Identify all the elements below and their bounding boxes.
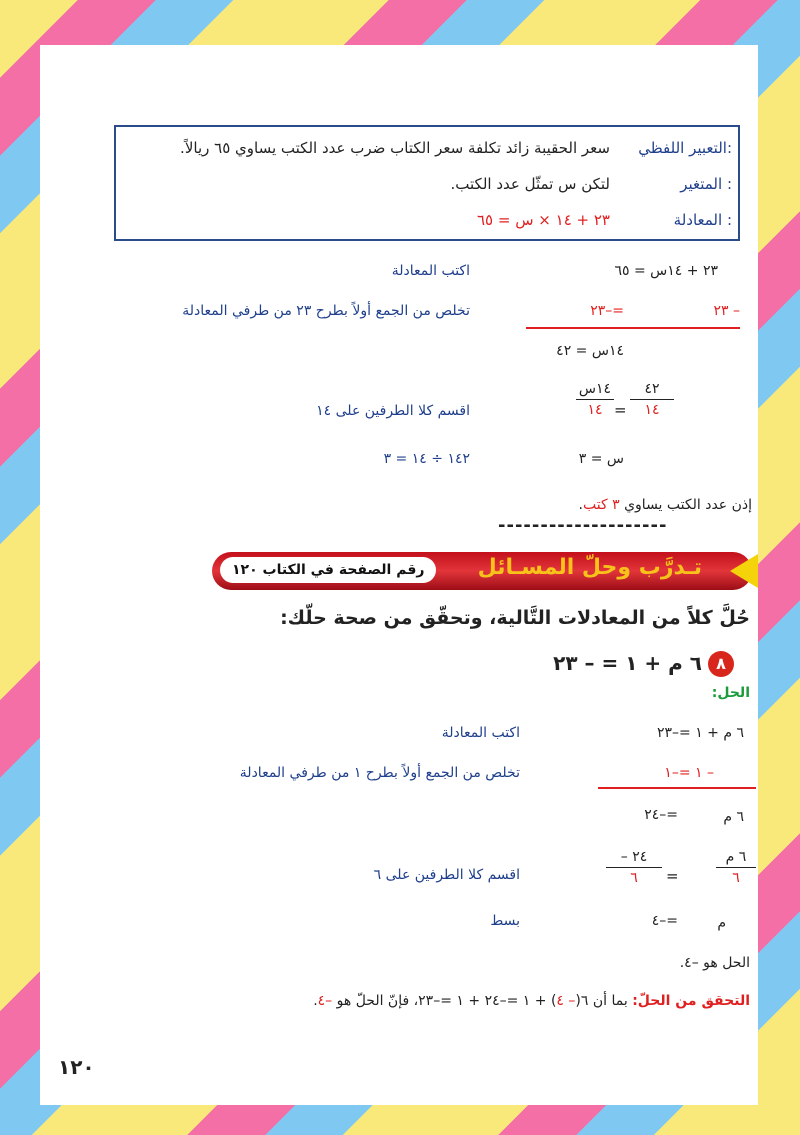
verification-answer: –٤ (317, 993, 333, 1009)
variable-label: المتغير : (680, 175, 732, 193)
p-step4-note: اقسم كلا الطرفين على ٦ (373, 867, 520, 883)
solution-label: الحل: (711, 685, 750, 701)
step2-underline (526, 327, 740, 329)
p-step1-note: اكتب المعادلة (441, 725, 520, 741)
verification-label: التحقق من الحلّ: (632, 993, 750, 1009)
p-step4-fraction-right (716, 849, 756, 886)
fraction-numerator: ١٤س (578, 381, 612, 397)
step5-equation: س = ٣ (578, 451, 624, 467)
verification-period: . (313, 993, 318, 1009)
step4-fraction-left (576, 381, 614, 418)
fraction-numerator: ٦ م (725, 849, 747, 865)
step4-fraction-right (630, 381, 674, 418)
step4-note: اقسم كلا الطرفين على ١٤ (316, 403, 470, 419)
p-step2-note: تخلص من الجمع أولاً بطرح ١ من طرفي المعادلة (239, 765, 520, 781)
verification (313, 993, 750, 1009)
verification-text-b: ) + ١ =–٢٤ + ١ =–٢٣، فإنّ الحلّ هو (336, 993, 557, 1009)
step1-equation: ٢٣ + ١٤س = ٦٥ (614, 263, 718, 279)
conclusion-answer: ٣ كتب (583, 497, 620, 513)
problem-number: ٨ (708, 651, 734, 677)
step4-equals: = (614, 401, 627, 419)
p-step2-underline (598, 787, 756, 789)
step3-equation: ١٤س = ٤٢ (556, 343, 624, 359)
verbal-expression-label: التعبير اللفظي: (638, 139, 732, 157)
problem-equation: ٦ م + ١ = – ٢٣ (553, 651, 702, 675)
fraction-denominator: ١٤ (644, 402, 660, 418)
step2-left: – ٢٣ (713, 303, 740, 319)
banner-title: تـدرَّب وحلّ المسـائل (477, 555, 702, 580)
p-step1-equation: ٦ م + ١ =–٢٣ (656, 725, 744, 741)
answer: الحل هو –٤. (679, 955, 750, 971)
p-step5-note: بسط (490, 913, 520, 929)
fraction-denominator: ٦ (732, 870, 740, 886)
p-step2-equation: – ١ =–١ (664, 765, 714, 781)
step1-note: اكتب المعادلة (391, 263, 470, 279)
equation-text: ٢٣ + ١٤ × س = ٦٥ (476, 211, 610, 229)
p-step3-left: ٦ م (723, 809, 744, 825)
p-step3-right: =–٢٤ (644, 807, 678, 823)
p-step4-equals: = (666, 867, 679, 885)
step2-note: تخلص من الجمع أولاً بطرح ٢٣ من طرفي المعادلة (182, 303, 470, 319)
conclusion-period: . (578, 497, 583, 513)
p-step5-right: =–٤ (651, 913, 678, 929)
variable-text: لتكن س تمثّل عدد الكتب. (450, 175, 610, 193)
p-step5-left: م (717, 915, 726, 931)
verbal-expression-text: سعر الحقيبة زائد تكلفة سعر الكتاب ضرب عدد الكتب يساوي ٦٥ ريالاً. (180, 139, 610, 157)
banner-arrow-icon (730, 554, 758, 588)
equation-label: المعادلة : (673, 211, 732, 229)
practice-banner (212, 552, 752, 590)
fraction-denominator: ٦ (630, 870, 638, 886)
page-number: ١٢٠ (58, 1055, 95, 1079)
verification-text-a: بما أن ٦( (575, 993, 628, 1009)
p-step4-fraction-left (606, 849, 662, 886)
step5-note: ١٤٢ ÷ ١٤ = ٣ (383, 451, 470, 467)
conclusion-text: إذن عدد الكتب يساوي (624, 497, 752, 513)
step2-right: =–٢٣ (590, 303, 624, 319)
instruction: حُلَّ كلاً من المعادلات التَّالية، وتحقّق من صحة حلّك: (280, 607, 750, 629)
conclusion (579, 497, 752, 513)
verification-value: – ٤ (556, 993, 576, 1009)
fraction-numerator: ٤٢ (644, 381, 660, 397)
fraction-numerator: – ٢٤ (620, 849, 648, 865)
problem-setup-box (114, 125, 740, 241)
divider-dashes: -------------------- (498, 515, 668, 536)
fraction-denominator: ١٤ (587, 402, 603, 418)
worksheet-page (40, 45, 758, 1105)
page-reference: رقم الصفحة في الكتاب ١٢٠ (220, 557, 436, 583)
